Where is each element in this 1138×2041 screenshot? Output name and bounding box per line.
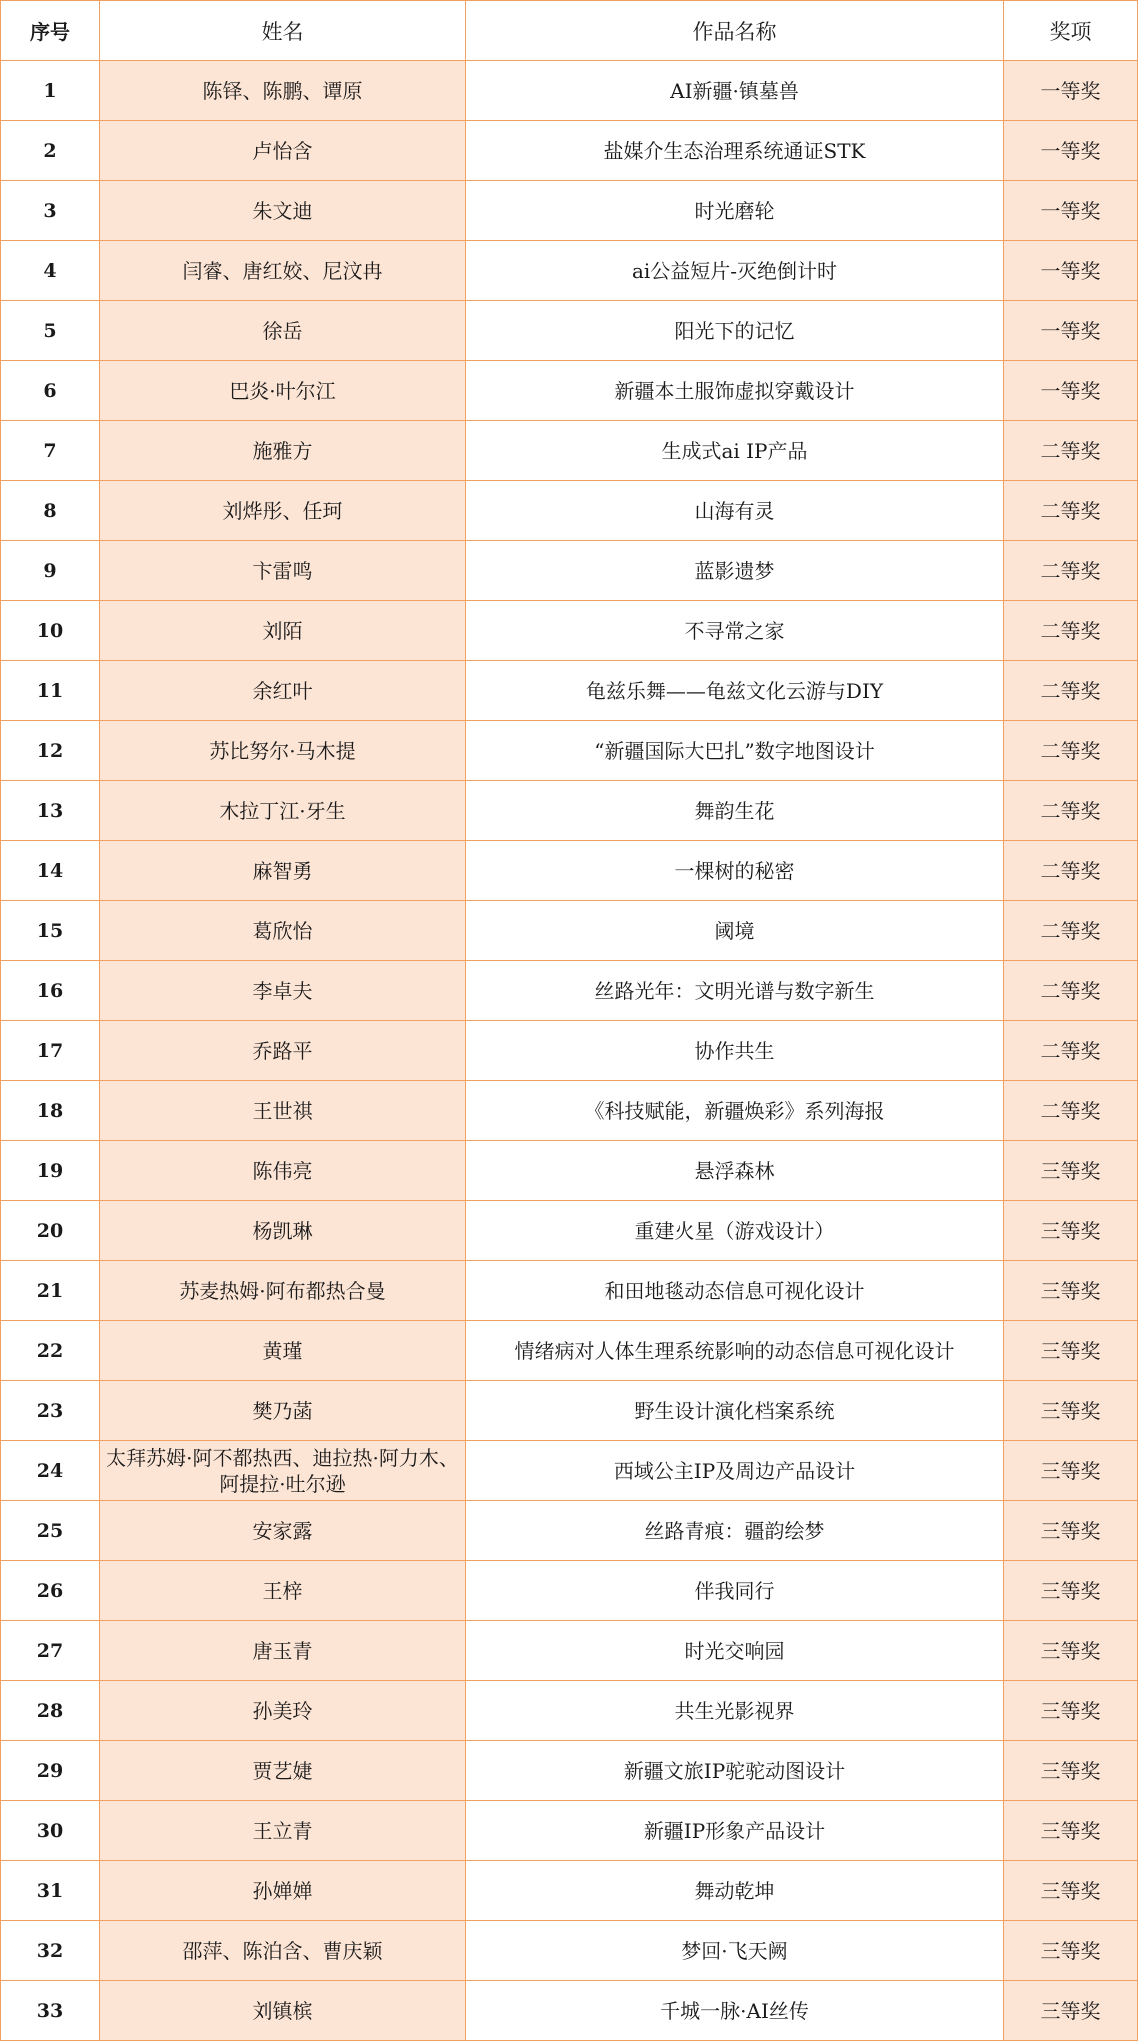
cell-award: 二等奖 bbox=[1004, 1081, 1138, 1141]
cell-no: 18 bbox=[1, 1081, 100, 1141]
table-row bbox=[1, 1261, 1138, 1321]
cell-award: 二等奖 bbox=[1004, 781, 1138, 841]
cell-work: 和田地毯动态信息可视化设计 bbox=[466, 1261, 1004, 1321]
cell-award: 二等奖 bbox=[1004, 961, 1138, 1021]
cell-work: 一棵树的秘密 bbox=[466, 841, 1004, 901]
cell-name: 刘镇槟 bbox=[100, 1981, 466, 2041]
cell-award: 一等奖 bbox=[1004, 241, 1138, 301]
cell-no: 4 bbox=[1, 241, 100, 301]
table-row bbox=[1, 1141, 1138, 1201]
cell-work: AI新疆·镇墓兽 bbox=[466, 61, 1004, 121]
cell-no: 12 bbox=[1, 721, 100, 781]
cell-name: 闫睿、唐红姣、尼汶冉 bbox=[100, 241, 466, 301]
cell-work: 新疆IP形象产品设计 bbox=[466, 1801, 1004, 1861]
table-row bbox=[1, 541, 1138, 601]
table-row bbox=[1, 1081, 1138, 1141]
cell-name: 卞雷鸣 bbox=[100, 541, 466, 601]
cell-no: 25 bbox=[1, 1501, 100, 1561]
cell-no: 5 bbox=[1, 301, 100, 361]
cell-no: 33 bbox=[1, 1981, 100, 2041]
cell-work: 情绪病对人体生理系统影响的动态信息可视化设计 bbox=[466, 1321, 1004, 1381]
cell-work: 蓝影遗梦 bbox=[466, 541, 1004, 601]
cell-no: 26 bbox=[1, 1561, 100, 1621]
cell-no: 17 bbox=[1, 1021, 100, 1081]
table-header bbox=[1, 1, 1138, 61]
cell-work: 新疆本土服饰虚拟穿戴设计 bbox=[466, 361, 1004, 421]
cell-award: 二等奖 bbox=[1004, 1021, 1138, 1081]
cell-award: 一等奖 bbox=[1004, 361, 1138, 421]
cell-award: 三等奖 bbox=[1004, 1441, 1138, 1501]
cell-no: 2 bbox=[1, 121, 100, 181]
cell-work: 共生光影视界 bbox=[466, 1681, 1004, 1741]
table-row bbox=[1, 1681, 1138, 1741]
cell-name: 邵萍、陈泊含、曹庆颖 bbox=[100, 1921, 466, 1981]
cell-award: 二等奖 bbox=[1004, 901, 1138, 961]
cell-no: 3 bbox=[1, 181, 100, 241]
cell-no: 7 bbox=[1, 421, 100, 481]
table-row bbox=[1, 1201, 1138, 1261]
cell-work: 西域公主IP及周边产品设计 bbox=[466, 1441, 1004, 1501]
cell-no: 20 bbox=[1, 1201, 100, 1261]
cell-award: 三等奖 bbox=[1004, 1501, 1138, 1561]
cell-work: 重建火星（游戏设计） bbox=[466, 1201, 1004, 1261]
table-row bbox=[1, 961, 1138, 1021]
cell-name: 孙美玲 bbox=[100, 1681, 466, 1741]
cell-name: 苏比努尔·马木提 bbox=[100, 721, 466, 781]
cell-name: 巴炎·叶尔江 bbox=[100, 361, 466, 421]
cell-name: 刘烨彤、任珂 bbox=[100, 481, 466, 541]
cell-award: 三等奖 bbox=[1004, 1381, 1138, 1441]
table-row bbox=[1, 181, 1138, 241]
cell-name: 李卓夫 bbox=[100, 961, 466, 1021]
cell-no: 21 bbox=[1, 1261, 100, 1321]
cell-award: 一等奖 bbox=[1004, 61, 1138, 121]
cell-work: 时光交响园 bbox=[466, 1621, 1004, 1681]
cell-name: 贾艺婕 bbox=[100, 1741, 466, 1801]
table-row bbox=[1, 781, 1138, 841]
cell-name: 余红叶 bbox=[100, 661, 466, 721]
table-row bbox=[1, 1741, 1138, 1801]
cell-name: 樊乃菡 bbox=[100, 1381, 466, 1441]
cell-name: 黄瑾 bbox=[100, 1321, 466, 1381]
cell-work: 协作共生 bbox=[466, 1021, 1004, 1081]
cell-work: “新疆国际大巴扎”数字地图设计 bbox=[466, 721, 1004, 781]
cell-award: 三等奖 bbox=[1004, 1861, 1138, 1921]
header-no: 序号 bbox=[1, 1, 100, 61]
cell-work: 千城一脉·AI丝传 bbox=[466, 1981, 1004, 2041]
cell-award: 二等奖 bbox=[1004, 841, 1138, 901]
cell-no: 1 bbox=[1, 61, 100, 121]
table-row bbox=[1, 1621, 1138, 1681]
cell-work: 悬浮森林 bbox=[466, 1141, 1004, 1201]
cell-award: 一等奖 bbox=[1004, 181, 1138, 241]
cell-no: 13 bbox=[1, 781, 100, 841]
cell-name: 陈铎、陈鹏、谭原 bbox=[100, 61, 466, 121]
cell-award: 三等奖 bbox=[1004, 1141, 1138, 1201]
cell-name: 葛欣怡 bbox=[100, 901, 466, 961]
table-body bbox=[1, 61, 1138, 2041]
table-row bbox=[1, 481, 1138, 541]
cell-name: 施雅方 bbox=[100, 421, 466, 481]
cell-name: 麻智勇 bbox=[100, 841, 466, 901]
cell-award: 一等奖 bbox=[1004, 121, 1138, 181]
cell-name: 王世祺 bbox=[100, 1081, 466, 1141]
cell-no: 28 bbox=[1, 1681, 100, 1741]
table-row bbox=[1, 601, 1138, 661]
table-row bbox=[1, 61, 1138, 121]
cell-work: 伴我同行 bbox=[466, 1561, 1004, 1621]
cell-work: ai公益短片-灭绝倒计时 bbox=[466, 241, 1004, 301]
cell-award: 二等奖 bbox=[1004, 421, 1138, 481]
cell-award: 三等奖 bbox=[1004, 1321, 1138, 1381]
cell-no: 19 bbox=[1, 1141, 100, 1201]
cell-no: 27 bbox=[1, 1621, 100, 1681]
cell-name: 孙婵婵 bbox=[100, 1861, 466, 1921]
cell-name: 安家露 bbox=[100, 1501, 466, 1561]
table-row bbox=[1, 901, 1138, 961]
table-row bbox=[1, 841, 1138, 901]
cell-work: 盐媒介生态治理系统通证STK bbox=[466, 121, 1004, 181]
cell-no: 8 bbox=[1, 481, 100, 541]
table-row bbox=[1, 1921, 1138, 1981]
cell-name: 王梓 bbox=[100, 1561, 466, 1621]
cell-award: 三等奖 bbox=[1004, 1741, 1138, 1801]
cell-no: 6 bbox=[1, 361, 100, 421]
cell-no: 10 bbox=[1, 601, 100, 661]
cell-work: 龟兹乐舞——龟兹文化云游与DIY bbox=[466, 661, 1004, 721]
cell-award: 二等奖 bbox=[1004, 721, 1138, 781]
table-row bbox=[1, 121, 1138, 181]
header-name: 姓名 bbox=[100, 1, 466, 61]
table-row bbox=[1, 241, 1138, 301]
cell-award: 三等奖 bbox=[1004, 1621, 1138, 1681]
cell-work: 山海有灵 bbox=[466, 481, 1004, 541]
cell-work: 时光磨轮 bbox=[466, 181, 1004, 241]
cell-work: 《科技赋能，新疆焕彩》系列海报 bbox=[466, 1081, 1004, 1141]
cell-work: 丝路光年：文明光谱与数字新生 bbox=[466, 961, 1004, 1021]
cell-no: 15 bbox=[1, 901, 100, 961]
cell-name: 太拜苏姆·阿不都热西、迪拉热·阿力木、阿提拉·吐尔逊 bbox=[100, 1441, 466, 1501]
cell-name: 陈伟亮 bbox=[100, 1141, 466, 1201]
cell-no: 14 bbox=[1, 841, 100, 901]
cell-name: 卢怡含 bbox=[100, 121, 466, 181]
table-row bbox=[1, 1321, 1138, 1381]
cell-work: 野生设计演化档案系统 bbox=[466, 1381, 1004, 1441]
cell-award: 三等奖 bbox=[1004, 1981, 1138, 2041]
cell-award: 三等奖 bbox=[1004, 1261, 1138, 1321]
cell-name: 乔路平 bbox=[100, 1021, 466, 1081]
cell-award: 二等奖 bbox=[1004, 481, 1138, 541]
cell-no: 29 bbox=[1, 1741, 100, 1801]
cell-work: 新疆文旅IP驼驼动图设计 bbox=[466, 1741, 1004, 1801]
cell-award: 三等奖 bbox=[1004, 1201, 1138, 1261]
cell-name: 木拉丁江·牙生 bbox=[100, 781, 466, 841]
table-row bbox=[1, 1561, 1138, 1621]
cell-name: 杨凯琳 bbox=[100, 1201, 466, 1261]
table-row bbox=[1, 1501, 1138, 1561]
cell-name: 苏麦热姆·阿布都热合曼 bbox=[100, 1261, 466, 1321]
cell-work: 生成式ai IP产品 bbox=[466, 421, 1004, 481]
table-row bbox=[1, 1801, 1138, 1861]
cell-no: 31 bbox=[1, 1861, 100, 1921]
cell-work: 阳光下的记忆 bbox=[466, 301, 1004, 361]
header-award: 奖项 bbox=[1004, 1, 1138, 61]
table-row bbox=[1, 721, 1138, 781]
cell-name: 唐玉青 bbox=[100, 1621, 466, 1681]
table-row bbox=[1, 421, 1138, 481]
cell-no: 9 bbox=[1, 541, 100, 601]
table-row bbox=[1, 1441, 1138, 1501]
table-row bbox=[1, 361, 1138, 421]
cell-no: 24 bbox=[1, 1441, 100, 1501]
header-work: 作品名称 bbox=[466, 1, 1004, 61]
table-row bbox=[1, 301, 1138, 361]
cell-work: 梦回·飞天阙 bbox=[466, 1921, 1004, 1981]
cell-name: 朱文迪 bbox=[100, 181, 466, 241]
cell-no: 11 bbox=[1, 661, 100, 721]
table-row bbox=[1, 1381, 1138, 1441]
table-row bbox=[1, 1021, 1138, 1081]
cell-work: 不寻常之家 bbox=[466, 601, 1004, 661]
cell-work: 阈境 bbox=[466, 901, 1004, 961]
cell-no: 32 bbox=[1, 1921, 100, 1981]
table-row bbox=[1, 1861, 1138, 1921]
cell-work: 舞韵生花 bbox=[466, 781, 1004, 841]
cell-award: 二等奖 bbox=[1004, 541, 1138, 601]
cell-work: 丝路青痕：疆韵绘梦 bbox=[466, 1501, 1004, 1561]
cell-name: 刘陌 bbox=[100, 601, 466, 661]
cell-award: 三等奖 bbox=[1004, 1801, 1138, 1861]
cell-award: 二等奖 bbox=[1004, 661, 1138, 721]
cell-name: 王立青 bbox=[100, 1801, 466, 1861]
cell-no: 30 bbox=[1, 1801, 100, 1861]
table-row bbox=[1, 661, 1138, 721]
cell-name: 徐岳 bbox=[100, 301, 466, 361]
header-row bbox=[1, 1, 1138, 61]
cell-award: 二等奖 bbox=[1004, 601, 1138, 661]
cell-award: 三等奖 bbox=[1004, 1561, 1138, 1621]
cell-no: 22 bbox=[1, 1321, 100, 1381]
cell-award: 三等奖 bbox=[1004, 1921, 1138, 1981]
cell-work: 舞动乾坤 bbox=[466, 1861, 1004, 1921]
cell-no: 23 bbox=[1, 1381, 100, 1441]
cell-award: 一等奖 bbox=[1004, 301, 1138, 361]
cell-no: 16 bbox=[1, 961, 100, 1021]
cell-award: 三等奖 bbox=[1004, 1681, 1138, 1741]
table-row bbox=[1, 1981, 1138, 2041]
